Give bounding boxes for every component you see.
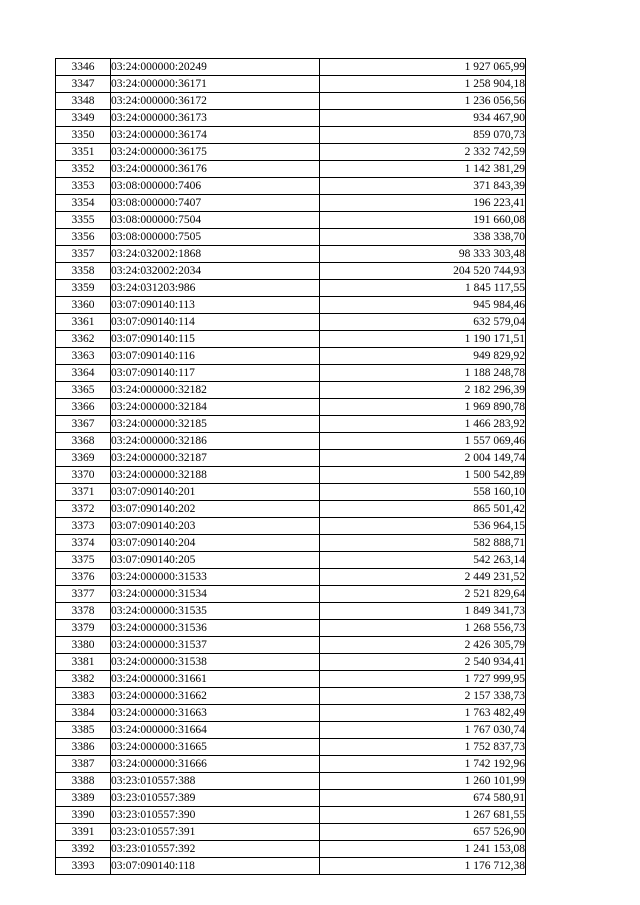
table-row bbox=[56, 807, 526, 824]
cadastral-value-cell: 1 190 171,51 bbox=[320, 331, 526, 348]
row-number-cell: 3387 bbox=[56, 756, 111, 773]
cadastral-value-cell: 2 449 231,52 bbox=[320, 569, 526, 586]
cadastral-number-cell: 03:24:000000:32184 bbox=[111, 399, 320, 416]
table-row bbox=[56, 569, 526, 586]
row-number-cell: 3373 bbox=[56, 518, 111, 535]
table-row bbox=[56, 93, 526, 110]
table-row bbox=[56, 586, 526, 603]
table-row bbox=[56, 76, 526, 93]
cadastral-number-cell: 03:07:090140:113 bbox=[111, 297, 320, 314]
row-number-cell: 3378 bbox=[56, 603, 111, 620]
row-number-cell: 3350 bbox=[56, 127, 111, 144]
row-number-cell: 3352 bbox=[56, 161, 111, 178]
cadastral-value-cell: 2 004 149,74 bbox=[320, 450, 526, 467]
table-row bbox=[56, 331, 526, 348]
cadastral-value-cell: 1 260 101,99 bbox=[320, 773, 526, 790]
table-row bbox=[56, 722, 526, 739]
table-row bbox=[56, 484, 526, 501]
row-number-cell: 3385 bbox=[56, 722, 111, 739]
table-row bbox=[56, 161, 526, 178]
table-row bbox=[56, 773, 526, 790]
cadastral-number-cell: 03:08:000000:7407 bbox=[111, 195, 320, 212]
cadastral-number-cell: 03:07:090140:203 bbox=[111, 518, 320, 535]
cadastral-value-cell: 2 540 934,41 bbox=[320, 654, 526, 671]
cadastral-number-cell: 03:24:032002:1868 bbox=[111, 246, 320, 263]
row-number-cell: 3374 bbox=[56, 535, 111, 552]
row-number-cell: 3347 bbox=[56, 76, 111, 93]
cadastral-number-cell: 03:23:010557:391 bbox=[111, 824, 320, 841]
row-number-cell: 3386 bbox=[56, 739, 111, 756]
cadastral-number-cell: 03:07:090140:116 bbox=[111, 348, 320, 365]
cadastral-value-cell: 934 467,90 bbox=[320, 110, 526, 127]
cadastral-value-cell: 1 742 192,96 bbox=[320, 756, 526, 773]
row-number-cell: 3377 bbox=[56, 586, 111, 603]
cadastral-number-cell: 03:24:000000:31664 bbox=[111, 722, 320, 739]
row-number-cell: 3379 bbox=[56, 620, 111, 637]
cadastral-number-cell: 03:23:010557:388 bbox=[111, 773, 320, 790]
table-row bbox=[56, 433, 526, 450]
row-number-cell: 3384 bbox=[56, 705, 111, 722]
row-number-cell: 3382 bbox=[56, 671, 111, 688]
row-number-cell: 3375 bbox=[56, 552, 111, 569]
table-row bbox=[56, 790, 526, 807]
table-row bbox=[56, 110, 526, 127]
cadastral-value-cell: 674 580,91 bbox=[320, 790, 526, 807]
cadastral-number-cell: 03:24:000000:36174 bbox=[111, 127, 320, 144]
cadastral-value-cell: 1 727 999,95 bbox=[320, 671, 526, 688]
table-row bbox=[56, 399, 526, 416]
cadastral-value-cell: 371 843,39 bbox=[320, 178, 526, 195]
cadastral-value-cell: 859 070,73 bbox=[320, 127, 526, 144]
table-row bbox=[56, 552, 526, 569]
cadastral-value-cell: 1 267 681,55 bbox=[320, 807, 526, 824]
table-row bbox=[56, 637, 526, 654]
table-row bbox=[56, 195, 526, 212]
cadastral-number-cell: 03:07:090140:115 bbox=[111, 331, 320, 348]
cadastral-number-cell: 03:24:000000:31666 bbox=[111, 756, 320, 773]
cadastral-value-cell: 582 888,71 bbox=[320, 535, 526, 552]
table-row bbox=[56, 705, 526, 722]
row-number-cell: 3366 bbox=[56, 399, 111, 416]
table-row bbox=[56, 416, 526, 433]
table-row bbox=[56, 688, 526, 705]
row-number-cell: 3360 bbox=[56, 297, 111, 314]
table-row bbox=[56, 382, 526, 399]
cadastral-number-cell: 03:24:000000:32186 bbox=[111, 433, 320, 450]
cadastral-value-cell: 536 964,15 bbox=[320, 518, 526, 535]
cadastral-number-cell: 03:24:000000:36172 bbox=[111, 93, 320, 110]
cadastral-value-cell: 1 557 069,46 bbox=[320, 433, 526, 450]
row-number-cell: 3349 bbox=[56, 110, 111, 127]
cadastral-value-cell: 1 927 065,99 bbox=[320, 59, 526, 76]
cadastral-value-cell: 1 142 381,29 bbox=[320, 161, 526, 178]
row-number-cell: 3357 bbox=[56, 246, 111, 263]
cadastral-number-cell: 03:24:000000:32182 bbox=[111, 382, 320, 399]
cadastral-number-cell: 03:24:000000:32185 bbox=[111, 416, 320, 433]
cadastral-value-cell: 98 333 303,48 bbox=[320, 246, 526, 263]
row-number-cell: 3362 bbox=[56, 331, 111, 348]
cadastral-value-cell: 1 767 030,74 bbox=[320, 722, 526, 739]
cadastral-value-cell: 1 500 542,89 bbox=[320, 467, 526, 484]
row-number-cell: 3389 bbox=[56, 790, 111, 807]
cadastral-value-cell: 1 241 153,08 bbox=[320, 841, 526, 858]
row-number-cell: 3348 bbox=[56, 93, 111, 110]
cadastral-number-cell: 03:23:010557:392 bbox=[111, 841, 320, 858]
cadastral-value-cell: 2 157 338,73 bbox=[320, 688, 526, 705]
cadastral-number-cell: 03:07:090140:117 bbox=[111, 365, 320, 382]
cadastral-value-cell: 2 182 296,39 bbox=[320, 382, 526, 399]
cadastral-value-cell: 1 236 056,56 bbox=[320, 93, 526, 110]
table-row bbox=[56, 144, 526, 161]
cadastral-value-cell: 1 268 556,73 bbox=[320, 620, 526, 637]
cadastral-value-table bbox=[55, 58, 526, 875]
table-row bbox=[56, 263, 526, 280]
row-number-cell: 3354 bbox=[56, 195, 111, 212]
row-number-cell: 3372 bbox=[56, 501, 111, 518]
table-row bbox=[56, 314, 526, 331]
cadastral-value-cell: 196 223,41 bbox=[320, 195, 526, 212]
cadastral-number-cell: 03:24:000000:32188 bbox=[111, 467, 320, 484]
row-number-cell: 3364 bbox=[56, 365, 111, 382]
table-row bbox=[56, 297, 526, 314]
cadastral-number-cell: 03:07:090140:204 bbox=[111, 535, 320, 552]
table-row bbox=[56, 280, 526, 297]
row-number-cell: 3363 bbox=[56, 348, 111, 365]
row-number-cell: 3365 bbox=[56, 382, 111, 399]
table-row bbox=[56, 518, 526, 535]
cadastral-value-cell: 945 984,46 bbox=[320, 297, 526, 314]
cadastral-number-cell: 03:07:090140:114 bbox=[111, 314, 320, 331]
cadastral-value-cell: 657 526,90 bbox=[320, 824, 526, 841]
cadastral-value-cell: 558 160,10 bbox=[320, 484, 526, 501]
row-number-cell: 3388 bbox=[56, 773, 111, 790]
cadastral-number-cell: 03:08:000000:7504 bbox=[111, 212, 320, 229]
cadastral-value-cell: 1 763 482,49 bbox=[320, 705, 526, 722]
cadastral-value-cell: 949 829,92 bbox=[320, 348, 526, 365]
table-row bbox=[56, 212, 526, 229]
cadastral-number-cell: 03:24:000000:31534 bbox=[111, 586, 320, 603]
cadastral-number-cell: 03:24:000000:31663 bbox=[111, 705, 320, 722]
cadastral-value-cell: 1 176 712,38 bbox=[320, 858, 526, 875]
cadastral-value-cell: 204 520 744,93 bbox=[320, 263, 526, 280]
row-number-cell: 3351 bbox=[56, 144, 111, 161]
cadastral-number-cell: 03:08:000000:7505 bbox=[111, 229, 320, 246]
table-row bbox=[56, 739, 526, 756]
cadastral-number-cell: 03:24:000000:36176 bbox=[111, 161, 320, 178]
cadastral-number-cell: 03:24:031203:986 bbox=[111, 280, 320, 297]
cadastral-value-cell: 865 501,42 bbox=[320, 501, 526, 518]
row-number-cell: 3381 bbox=[56, 654, 111, 671]
row-number-cell: 3391 bbox=[56, 824, 111, 841]
cadastral-number-cell: 03:07:090140:202 bbox=[111, 501, 320, 518]
row-number-cell: 3393 bbox=[56, 858, 111, 875]
cadastral-number-cell: 03:24:000000:32187 bbox=[111, 450, 320, 467]
table-row bbox=[56, 348, 526, 365]
cadastral-number-cell: 03:24:000000:31665 bbox=[111, 739, 320, 756]
row-number-cell: 3390 bbox=[56, 807, 111, 824]
cadastral-value-cell: 2 426 305,79 bbox=[320, 637, 526, 654]
cadastral-value-cell: 338 338,70 bbox=[320, 229, 526, 246]
row-number-cell: 3359 bbox=[56, 280, 111, 297]
table-row bbox=[56, 654, 526, 671]
table-row bbox=[56, 620, 526, 637]
table-row bbox=[56, 450, 526, 467]
row-number-cell: 3376 bbox=[56, 569, 111, 586]
cadastral-number-cell: 03:23:010557:389 bbox=[111, 790, 320, 807]
cadastral-number-cell: 03:24:000000:36175 bbox=[111, 144, 320, 161]
cadastral-number-cell: 03:24:000000:31536 bbox=[111, 620, 320, 637]
table-row bbox=[56, 246, 526, 263]
cadastral-number-cell: 03:07:090140:201 bbox=[111, 484, 320, 501]
row-number-cell: 3367 bbox=[56, 416, 111, 433]
cadastral-number-cell: 03:24:000000:31533 bbox=[111, 569, 320, 586]
cadastral-number-cell: 03:24:000000:31535 bbox=[111, 603, 320, 620]
row-number-cell: 3370 bbox=[56, 467, 111, 484]
row-number-cell: 3346 bbox=[56, 59, 111, 76]
table-row bbox=[56, 671, 526, 688]
row-number-cell: 3358 bbox=[56, 263, 111, 280]
row-number-cell: 3392 bbox=[56, 841, 111, 858]
cadastral-number-cell: 03:24:000000:36171 bbox=[111, 76, 320, 93]
table-row bbox=[56, 535, 526, 552]
table-row bbox=[56, 467, 526, 484]
row-number-cell: 3369 bbox=[56, 450, 111, 467]
table-row bbox=[56, 841, 526, 858]
cadastral-number-cell: 03:07:090140:118 bbox=[111, 858, 320, 875]
table-row bbox=[56, 59, 526, 76]
row-number-cell: 3371 bbox=[56, 484, 111, 501]
row-number-cell: 3356 bbox=[56, 229, 111, 246]
cadastral-number-cell: 03:08:000000:7406 bbox=[111, 178, 320, 195]
cadastral-number-cell: 03:24:000000:31537 bbox=[111, 637, 320, 654]
cadastral-value-cell: 1 845 117,55 bbox=[320, 280, 526, 297]
row-number-cell: 3355 bbox=[56, 212, 111, 229]
cadastral-value-cell: 1 466 283,92 bbox=[320, 416, 526, 433]
cadastral-number-cell: 03:24:000000:31661 bbox=[111, 671, 320, 688]
row-number-cell: 3383 bbox=[56, 688, 111, 705]
table-row bbox=[56, 858, 526, 875]
cadastral-number-cell: 03:24:032002:2034 bbox=[111, 263, 320, 280]
row-number-cell: 3380 bbox=[56, 637, 111, 654]
table-row bbox=[56, 365, 526, 382]
cadastral-number-cell: 03:24:000000:36173 bbox=[111, 110, 320, 127]
table-row bbox=[56, 229, 526, 246]
cadastral-number-cell: 03:24:000000:31662 bbox=[111, 688, 320, 705]
table-row bbox=[56, 603, 526, 620]
table-row bbox=[56, 501, 526, 518]
cadastral-value-cell: 1 849 341,73 bbox=[320, 603, 526, 620]
row-number-cell: 3368 bbox=[56, 433, 111, 450]
table-row bbox=[56, 127, 526, 144]
table-row bbox=[56, 756, 526, 773]
cadastral-value-cell: 1 752 837,73 bbox=[320, 739, 526, 756]
table-body bbox=[56, 59, 526, 875]
cadastral-number-cell: 03:24:000000:31538 bbox=[111, 654, 320, 671]
cadastral-number-cell: 03:24:000000:20249 bbox=[111, 59, 320, 76]
cadastral-value-cell: 1 258 904,18 bbox=[320, 76, 526, 93]
cadastral-number-cell: 03:07:090140:205 bbox=[111, 552, 320, 569]
row-number-cell: 3361 bbox=[56, 314, 111, 331]
row-number-cell: 3353 bbox=[56, 178, 111, 195]
cadastral-value-cell: 542 263,14 bbox=[320, 552, 526, 569]
table-row bbox=[56, 178, 526, 195]
cadastral-value-cell: 2 332 742,59 bbox=[320, 144, 526, 161]
cadastral-value-cell: 2 521 829,64 bbox=[320, 586, 526, 603]
cadastral-value-cell: 1 188 248,78 bbox=[320, 365, 526, 382]
table-row bbox=[56, 824, 526, 841]
cadastral-value-cell: 191 660,08 bbox=[320, 212, 526, 229]
cadastral-value-cell: 1 969 890,78 bbox=[320, 399, 526, 416]
cadastral-value-cell: 632 579,04 bbox=[320, 314, 526, 331]
cadastral-number-cell: 03:23:010557:390 bbox=[111, 807, 320, 824]
